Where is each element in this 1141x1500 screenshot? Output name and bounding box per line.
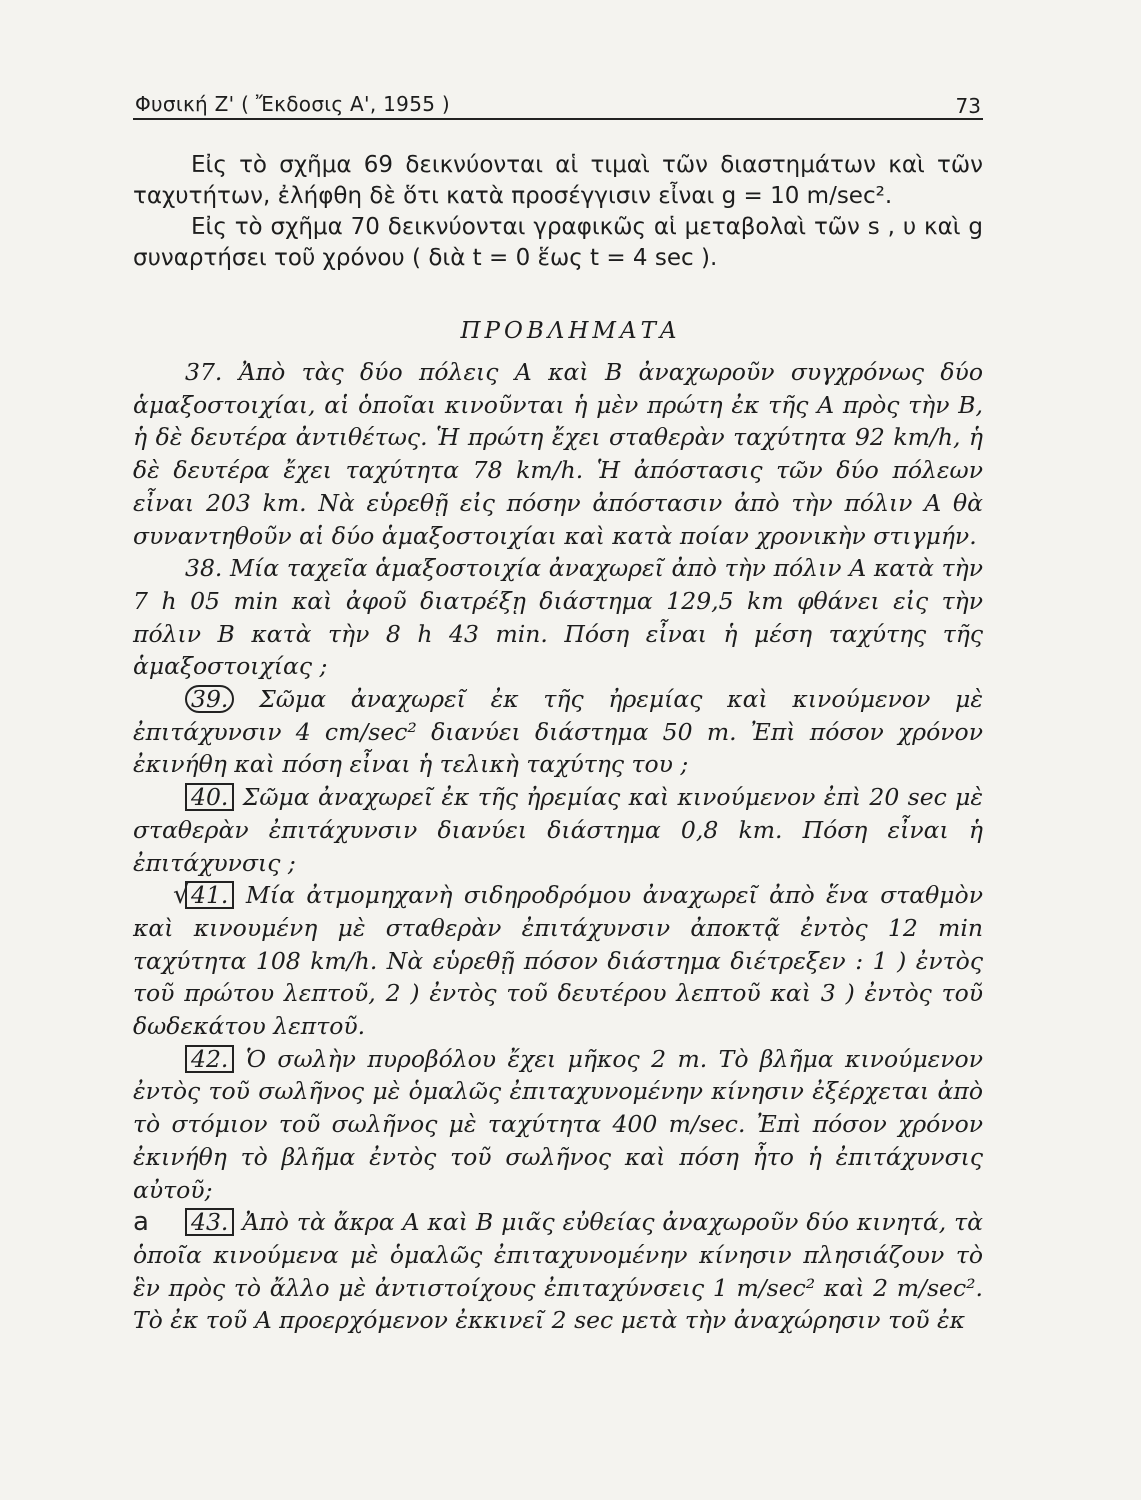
intro-text bbox=[133, 150, 983, 274]
problem-39 bbox=[133, 683, 983, 781]
running-head: Φυσική Ζ' ( Ἔκδοσις Α', 1955 ) bbox=[135, 92, 451, 116]
intro-paragraph-1: Εἰς τὸ σχῆμα 69 δεικνύονται αἱ τιμαὶ τῶν διαστημάτων καὶ τῶν ταχυτήτων, ἐλήφθη δὲ ὅτι κατὰ προσέγγισιν εἶναι g = 10 m/sec². bbox=[133, 152, 983, 209]
problem-38 bbox=[133, 552, 983, 683]
problem-number-boxed: 43. bbox=[185, 1208, 234, 1236]
problem-41 bbox=[133, 879, 983, 1043]
problem-text: Ἀπὸ τὰς δύο πόλεις Α καὶ Β ἀναχωροῦν συγχρόνως δύο ἁμαξοστοιχίαι, αἱ ὁποῖαι κινοῦνται ἡ μὲν πρώτη ἐκ τῆς Α πρὸς τὴν Β, ἡ δὲ δευτέρα ἀντιθέτως. Ἡ πρώτη ἔχει σταθερὰν ταχύτητα 92 km/h, ἡ δὲ δευτέρα ἔχει ταχύτητα 78 km/h. Ἡ ἀπόστασις τῶν δύο πόλεων εἶναι 203 km. Νὰ εὑρεθῇ εἰς πόσην ἀπόστασιν ἀπὸ τὴν πόλιν Α θὰ συναντηθοῦν αἱ δύο ἁμαξοστοιχίαι καὶ κατὰ ποίαν χρονικὴν στιγμήν. bbox=[133, 358, 983, 550]
problem-number: 38. bbox=[185, 554, 223, 583]
problem-text: Μία ταχεῖα ἁμαξοστοιχία ἀναχωρεῖ ἀπὸ τὴν πόλιν Α κατὰ τὴν 7 h 05 min καὶ ἀφοῦ διατρέξῃ διάστημα 129,5 km φθάνει εἰς τὴν πόλιν Β κατὰ τὴν 8 h 43 min. Πόση εἶναι ἡ μέση ταχύτης τῆς ἁμαξοστοιχίας ; bbox=[133, 554, 983, 681]
handwritten-annotation: a bbox=[133, 1207, 149, 1238]
problem-42 bbox=[133, 1043, 983, 1207]
problem-37 bbox=[133, 356, 983, 552]
problem-number-circled: 39. bbox=[185, 685, 234, 713]
page-header bbox=[133, 86, 983, 120]
problem-text: Ἀπὸ τὰ ἄκρα Α καὶ Β μιᾶς εὐθείας ἀναχωροῦν δύο κινητά, τὰ ὁποῖα κινούμενα μὲ ὁμαλῶς ἐπιταχυνομένην κίνησιν πλησιάζουν τὸ ἓν πρὸς τὸ ἄλλο μὲ ἀντιστοίχους ἐπιταχύνσεις 1 m/sec² καὶ 2 m/sec². Τὸ ἐκ τοῦ Α προερχόμενον ἐκκινεῖ 2 sec μετὰ τὴν ἀναχώρησιν τοῦ ἐκ bbox=[133, 1208, 983, 1335]
problem-40 bbox=[133, 781, 983, 879]
section-title: ΠΡΟΒΛΗΜΑΤΑ bbox=[460, 318, 681, 344]
problem-number-boxed: 41. bbox=[185, 881, 234, 909]
problem-text: Σῶμα ἀναχωρεῖ ἐκ τῆς ἠρεμίας καὶ κινούμενον μὲ ἐπιτάχυνσιν 4 cm/sec² διανύει διάστημα 50 m. Ἐπὶ πόσον χρόνον ἐκινήθη καὶ πόση εἶναι ἡ τελικὴ ταχύτης του ; bbox=[133, 685, 983, 779]
intro-paragraph-2: Εἰς τὸ σχῆμα 70 δεικνύονται γραφικῶς αἱ μεταβολαὶ τῶν s , υ καὶ g συναρτήσει τοῦ χρόνου ( διὰ t = 0 ἕως t = 4 sec ). bbox=[133, 214, 983, 271]
problem-text: Μία ἀτμομηχανὴ σιδηροδρόμου ἀναχωρεῖ ἀπὸ ἕνα σταθμὸν καὶ κινουμένη μὲ σταθερὰν ἐπιτάχυνσιν ἀποκτᾷ ἐντὸς 12 min ταχύτητα 108 km/h. Νὰ εὑρεθῇ πόσον διάστημα διέτρεξεν : 1 ) ἐντὸς τοῦ πρώτου λεπτοῦ, 2 ) ἐντὸς τοῦ δευτέρου λεπτοῦ καὶ 3 ) ἐντὸς τοῦ δωδεκάτου λεπτοῦ. bbox=[133, 881, 983, 1041]
problem-text: Ὁ σωλὴν πυροβόλου ἔχει μῆκος 2 m. Τὸ βλῆμα κινούμενον ἐντὸς τοῦ σωλῆνος μὲ ὁμαλῶς ἐπιταχυνομένην κίνησιν ἐξέρχεται ἀπὸ τὸ στόμιον τοῦ σωλῆνος μὲ ταχύτητα 400 m/sec. Ἐπὶ πόσον χρόνον ἐκινήθη τὸ βλῆμα ἐντὸς τοῦ σωλῆνος καὶ πόση ἦτο ἡ ἐπιτάχυνσις αὐτοῦ; bbox=[133, 1044, 983, 1204]
problem-number-boxed: 40. bbox=[185, 783, 234, 811]
problems-list bbox=[133, 356, 983, 1337]
problem-text: Σῶμα ἀναχωρεῖ ἐκ τῆς ἠρεμίας καὶ κινούμενον ἐπὶ 20 sec μὲ σταθερὰν ἐπιτάχυνσιν διανύει διάστημα 0,8 km. Πόση εἶναι ἡ ἐπιτάχυνσις ; bbox=[133, 783, 983, 877]
checkmark-annotation: √ bbox=[173, 880, 190, 911]
problem-43 bbox=[133, 1206, 983, 1337]
page-number: 73 bbox=[955, 94, 981, 118]
problem-number: 37. bbox=[185, 358, 223, 386]
problem-number-boxed: 42. bbox=[185, 1045, 234, 1073]
